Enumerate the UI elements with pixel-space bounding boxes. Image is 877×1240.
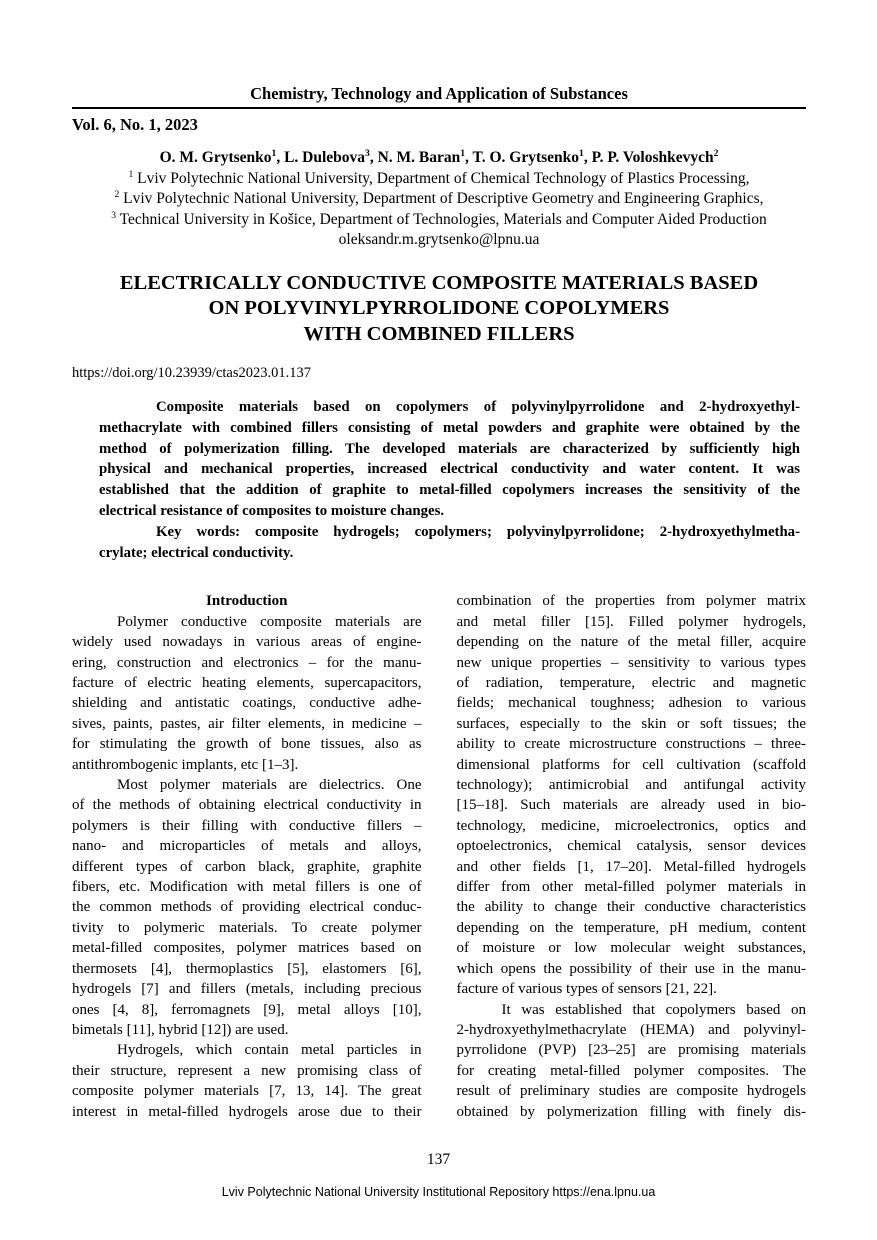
text-line: shielding and antistatic coatings, conductive adhe- [72,695,422,712]
paragraph [457,1000,807,1122]
text-line: WITH COMBINED FILLERS [303,322,575,345]
text-line: fields; mechanical toughness; adhesion to various [456,695,806,712]
text-line: metal-filled composites, polymer matrices based on [72,940,422,957]
text-line: ering, construction and electronics – for the manu- [72,654,422,671]
text-line: of radiation, temperature, electric and magnetic [456,675,806,691]
abstract-paragraph [99,397,800,522]
text-line: electrical resistance of composites to moisture changes. [99,502,445,519]
text-line: composite polymer materials [7, 13, 14]. The great [72,1083,422,1100]
repository-footer-link[interactable]: Lviv Polytechnic National University Institutional Repository https://ena.lpnu.ua [221,1185,656,1199]
text-line: facture of various types of sensors [21, 22]. [456,981,717,998]
email-address[interactable]: oleksandr.m.grytsenko@lpnu.ua [338,231,540,248]
text-line: for creating metal-filled polymer composites. The [456,1062,806,1079]
right-column [457,591,807,1122]
text-line: It was established that copolymers based on [501,1001,806,1018]
author-name: , T. O. Grytsenko$^1$ [465,147,584,166]
text-line: depending on the nature of the metal filler, acquire [456,634,806,651]
volume-issue-line: Vol. 6, No. 1, 2023 [72,115,198,134]
text-line: polymers is their filling with conductive fillers – [72,817,422,834]
text-line: their structure, represent a new promising class of [72,1062,422,1079]
text-line: ELECTRICALLY CONDUCTIVE COMPOSITE MATERIALS BASED [119,271,759,294]
affiliations [72,169,806,231]
text-line: the common methods of providing electrical conduc- [72,899,422,916]
text-line: established that the addition of graphite to metal-filled copolymers increases the sensitivity of the [99,482,800,499]
authors-block [72,148,806,251]
left-column [72,591,422,1122]
text-line: technology); antimicrobial and antifungal activity [456,777,806,794]
text-line: fibers, etc. Modification with metal fillers is one of [72,879,422,896]
text-line: 2-hydroxyethylmethacrylate (HEMA) and polyvinyl- [456,1021,806,1038]
text-line: tivity to polymeric materials. To create polymer [72,919,422,936]
text-line: nano- and microparticles of metals and alloys, [72,838,422,855]
page-number: 137 [426,1151,451,1168]
text-line: of moisture or low molecular weight substances, [456,940,806,957]
text-line: physical and mechanical properties, increased electrical conductivity and water content. It was [99,461,800,478]
paragraph [72,612,422,775]
keywords-paragraph [99,522,800,564]
paragraph [72,1040,422,1122]
text-line: sives, paints, pastes, air filter elements, in medicine – [72,715,422,732]
header-rule [72,107,806,109]
author-name: , P. P. Voloshkevych$^2$ [583,147,719,166]
text-line: of the methods of obtaining electrical conductivity in [72,797,422,814]
text-line: combination of the properties from polymer matrix [456,593,806,610]
text-line: crylate; electrical conductivity. [99,544,294,561]
text-line: ones [4, 8], ferromagnets [9], metal alloys [10], [72,1001,422,1018]
text-line: Composite materials based on copolymers of polyvinylpyrrolidone and 2-hydroxyethyl- [156,399,800,415]
affiliation-line: $^1$ Lviv Polytechnic National University, Department of Chemical Technology of Plastics Processing, [128,168,750,187]
body-columns [72,591,806,1122]
text-line: dimensional platforms for cell cultivation (scaffold [456,756,806,773]
text-line: Key words: composite hydrogels; copolymers; polyvinylpyrrolidone; 2-hydroxyethylmetha- [156,523,800,540]
section-heading-introduction: Introduction [206,593,288,610]
text-line: facture of electric heating elements, supercapacitors, [72,675,422,691]
text-line: thermosets [4], thermoplastics [5], elastomers [6], [72,960,422,977]
text-line: widely used nowadays in various areas of engine- [72,634,422,651]
affiliation-line: $^2$ Lviv Polytechnic National University, Department of Descriptive Geometry and Engineering Graphics, [114,188,764,207]
text-line: pyrrolidone (PVP) [23–25] are promising materials [456,1042,806,1059]
text-line: hydrogels [7] and fillers (metals, including precious [72,981,422,998]
text-line: ability to create microstructure constructions – three- [456,736,806,753]
text-line: optoelectronics, chemical catalysis, sensor devices [456,838,806,855]
article-title [72,271,806,348]
author-name: , N. M. Baran$^1$ [369,147,466,166]
text-line: obtained by polymerization filling with finely dis- [456,1103,806,1120]
text-line: result of preliminary studies are composite hydrogels [456,1083,806,1100]
text-line: method of polymerization filling. The developed materials are characterized by sufficiently high [99,440,800,457]
text-line: new unique properties – sensitivity to various types [456,654,806,671]
doi-link[interactable]: https://doi.org/10.23939/ctas2023.01.137 [72,365,311,381]
journal-title: Chemistry, Technology and Application of Substances [250,84,628,103]
author-name: , L. Dulebova$^3$ [276,147,370,166]
authors-line [72,148,806,169]
text-line: [15–18]. Such materials are already used in bio- [456,797,806,814]
text-line: Polymer conductive composite materials are [117,613,422,630]
paragraph [72,775,422,1040]
text-line: the ability to change their conductive characteristics [456,899,806,916]
text-line: different types of carbon black, graphite, graphite [72,858,422,875]
text-line: Hydrogels, which contain metal particles in [117,1042,422,1059]
paragraph [457,591,807,999]
text-line: technology, medicine, microelectronics, optics and [456,817,806,834]
text-line: antithrombogenic implants, etc [1–3]. [72,756,299,773]
text-line: and metal filler [15]. Filled polymer hydrogels, [456,613,806,630]
text-line: methacrylate with combined fillers consisting of metal powders and graphite were obtained by the [99,419,800,436]
text-line: ON POLYVINYLPYRROLIDONE COPOLYMERS [208,297,670,319]
text-line: which opens the possibility of their use in the manu- [456,960,806,977]
text-line: interest in metal-filled hydrogels arose due to their [72,1103,422,1120]
text-line: surfaces, especially to the skin or soft tissues; the [456,715,806,732]
text-line: differ from other metal-filled polymer materials in [456,879,806,896]
text-line: for stimulating the growth of bone tissues, also as [72,736,422,753]
text-line: bimetals [11], hybrid [12]) are used. [72,1021,289,1038]
text-line: depending on the temperature, pH medium, content [456,919,806,936]
text-line: and other fields [1, 17–20]. Metal-filled hydrogels [456,858,806,875]
abstract [72,397,806,563]
author-name: O. M. Grytsenko$^1$ [159,147,277,166]
text-line: Most polymer materials are dielectrics. One [117,777,422,794]
affiliation-line: $^3$ Technical University in Košice, Department of Technologies, Materials and Computer Aided Production [111,209,767,228]
